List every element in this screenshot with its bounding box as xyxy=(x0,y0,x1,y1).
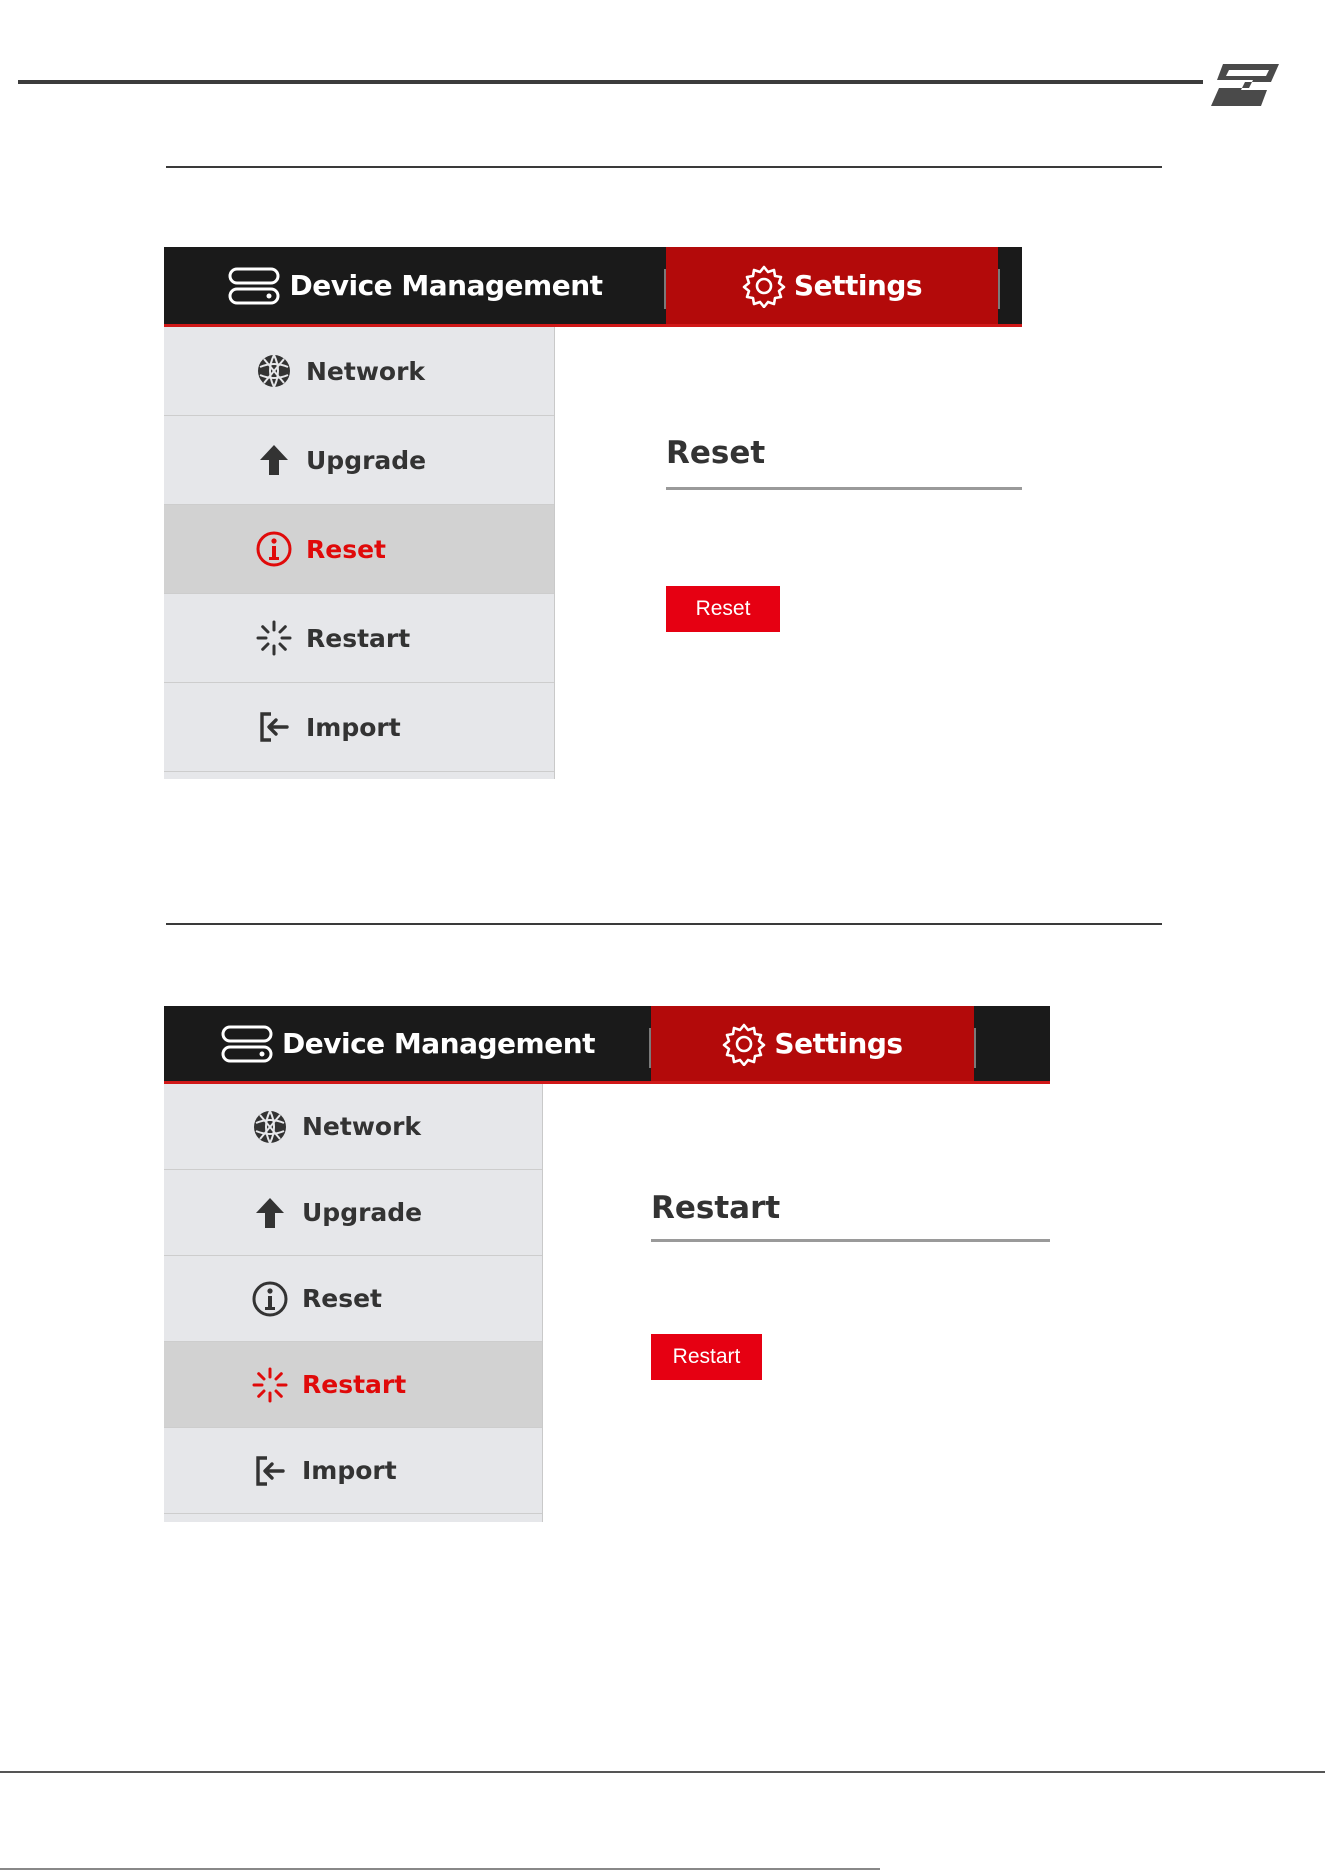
sidebar-item-label: Network xyxy=(302,1112,422,1141)
tab-settings-label: Settings xyxy=(793,269,923,302)
sidebar-item-restart[interactable] xyxy=(164,1342,542,1428)
settings-panel-reset xyxy=(164,247,1022,779)
tab-settings[interactable] xyxy=(651,1006,974,1081)
footer-rule-lower xyxy=(0,1868,880,1870)
content-title-rule xyxy=(666,487,1022,490)
sidebar-item-import[interactable] xyxy=(164,683,554,772)
spinner-icon xyxy=(250,1365,290,1405)
settings-panel-restart xyxy=(164,1006,1050,1522)
arrow-up-icon xyxy=(254,440,294,480)
tab-device-management[interactable] xyxy=(164,247,666,324)
info-icon xyxy=(254,529,294,569)
content-title: Restart xyxy=(651,1190,781,1226)
settings-sidebar xyxy=(164,327,555,779)
restart-button[interactable]: Restart xyxy=(651,1334,762,1380)
footer-rule xyxy=(0,1771,1325,1773)
sidebar-item-restart[interactable] xyxy=(164,594,554,683)
info-icon xyxy=(250,1279,290,1319)
sidebar-item-label: Upgrade xyxy=(306,445,427,475)
brand-logo-icon xyxy=(1205,58,1285,114)
sidebar-item-upgrade[interactable] xyxy=(164,416,554,505)
sidebar-item-label: Reset xyxy=(306,534,386,564)
tab-device-management[interactable] xyxy=(164,1006,651,1081)
tab-device-management-label: Device Management xyxy=(281,1027,596,1060)
sidebar-item-network[interactable] xyxy=(164,327,554,416)
tab-device-management-label: Device Management xyxy=(289,269,603,302)
settings-sidebar xyxy=(164,1084,543,1522)
globe-icon xyxy=(254,351,294,391)
top-nav-bar xyxy=(164,247,1022,327)
import-icon xyxy=(254,707,294,747)
gear-icon xyxy=(722,1022,766,1066)
tab-separator xyxy=(974,1028,976,1068)
section-rule-2 xyxy=(166,923,1162,925)
tab-settings-label: Settings xyxy=(774,1027,903,1060)
sidebar-item-label: Reset xyxy=(302,1284,382,1313)
sidebar-item-upgrade[interactable] xyxy=(164,1170,542,1256)
sidebar-item-label: Network xyxy=(306,356,426,386)
sidebar-item-network[interactable] xyxy=(164,1084,542,1170)
sidebar-item-label: Import xyxy=(302,1456,397,1485)
tab-settings[interactable] xyxy=(666,247,998,324)
reset-button[interactable]: Reset xyxy=(666,586,780,632)
sidebar-item-reset[interactable] xyxy=(164,505,554,594)
content-title-rule xyxy=(651,1239,1050,1242)
device-management-icon xyxy=(227,266,281,306)
spinner-icon xyxy=(254,618,294,658)
globe-icon xyxy=(250,1107,290,1147)
top-nav-bar xyxy=(164,1006,1050,1084)
import-icon xyxy=(250,1451,290,1491)
sidebar-item-reset[interactable] xyxy=(164,1256,542,1342)
content-title: Reset xyxy=(666,435,766,471)
sidebar-item-import[interactable] xyxy=(164,1428,542,1514)
sidebar-item-label: Restart xyxy=(302,1370,407,1399)
sidebar-item-label: Restart xyxy=(306,623,411,653)
section-rule-1 xyxy=(166,166,1162,168)
device-management-icon xyxy=(220,1024,274,1064)
sidebar-item-label: Import xyxy=(306,712,401,742)
gear-icon xyxy=(742,264,786,308)
arrow-up-icon xyxy=(250,1193,290,1233)
sidebar-item-label: Upgrade xyxy=(302,1198,423,1227)
header-rule xyxy=(18,80,1203,84)
tab-separator xyxy=(998,269,1000,309)
